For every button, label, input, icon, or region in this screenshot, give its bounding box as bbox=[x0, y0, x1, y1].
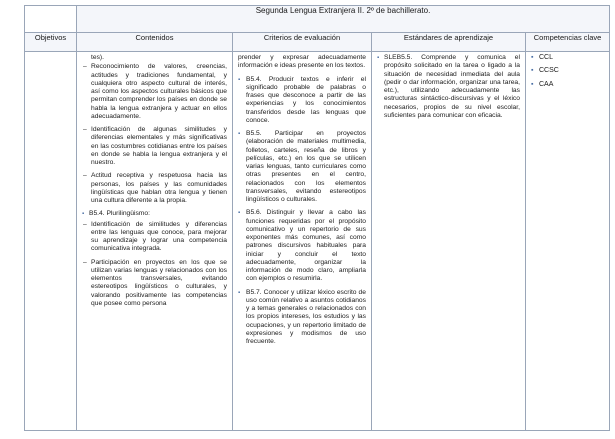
list-item: – Actitud receptiva y respetuosa hacia las personas, los países y las comunidades lingüísticas que hablan otra lengua y tienen una cultura diferente a la propia. bbox=[91, 172, 227, 205]
list-item: – Identificación de algunas similitudes y diferencias elementales y más significativas en las costumbres cotidianas entre los países en donde se habla la lengua extranjera y el nuestro. bbox=[91, 126, 227, 167]
curriculum-table bbox=[24, 5, 610, 431]
competencia-item: ▪ CAA bbox=[531, 81, 604, 89]
list-item: – Identificación de similitudes y diferencias entre las lenguas que conoce, para mejorar su aprendizaje y lograr una competencia comunicativa integrada. bbox=[91, 221, 227, 254]
square-bullet-icon: ▪ bbox=[238, 210, 241, 217]
criterio-item bbox=[238, 209, 366, 283]
criterios-cell bbox=[233, 52, 372, 431]
competencia-item: ▪ CCL bbox=[531, 54, 604, 62]
header-estandares: Estándares de aprendizaje bbox=[372, 33, 526, 52]
competencias-list bbox=[531, 54, 604, 89]
header-competencias: Competencias clave bbox=[526, 33, 610, 52]
criterio-text: B5.6. Distinguir y llevar a cabo las funciones requeridas por el propósito comunicativo y un repertorio de sus exponentes más comunes, así como patrones discursivos habituales para iniciar y concluir el texto adecuadamente, organizar la información de modo claro, ampliarla con ejemplos o resumirla. bbox=[246, 209, 366, 283]
section-label: B5.4. Plurilingüismo: bbox=[89, 210, 150, 218]
estandar-item bbox=[377, 54, 520, 120]
contenidos-list-a bbox=[82, 63, 227, 205]
criterio-text: B5.4. Producir textos e inferir el significado probable de palabras o frases que desconoce a partir de las experiencias y los conocimientos transferidos desde las lenguas que conoce. bbox=[246, 75, 366, 124]
estandares-cell bbox=[372, 52, 526, 431]
table-title: Segunda Lengua Extranjera II. 2º de bachillerato. bbox=[77, 6, 610, 33]
header-contenidos: Contenidos bbox=[77, 33, 233, 52]
square-bullet-icon: ▪ bbox=[377, 55, 380, 61]
criterio-text: B5.5. Participar en proyectos (elaboración de materiales multimedia, folletos, carteles, reseña de libros y películas, etc.) en los que se utilicen varias lenguas, tanto curriculares como otras presentes en el centro, relacionados con los elementos transversales, evitando estereotipos lingüísticos o culturales. bbox=[246, 130, 366, 203]
contenidos-list-b bbox=[82, 221, 227, 309]
contenidos-section bbox=[82, 210, 227, 218]
contenidos-lead: tes). bbox=[91, 54, 105, 61]
contenidos-cell bbox=[77, 52, 233, 431]
title-blank-cell bbox=[25, 6, 77, 33]
list-item: – Reconocimiento de valores, creencias, actitudes y tradiciones fundamental, y cualquiera otro aspecto cultural de interés, así como los aspectos culturales básicos que permitan comprender los países en donde se habla la lengua extranjera y actuar en ellos adecuadamente. bbox=[91, 63, 227, 121]
criterio-text: B5.7. Conocer y utilizar léxico escrito de uso común relativo a asuntos cotidianos y a temas generales o relacionados con los propios intereses, los estudios y las ocupaciones, y un repertorio limitado de expresiones y modismos de uso frecuente. bbox=[246, 288, 366, 345]
list-item: – Participación en proyectos en los que se utilizan varias lenguas y relacionados con los elementos transversales, evitando estereotipos lingüísticos o culturales, y valorando positivamente las competencias que posee como persona bbox=[91, 259, 227, 309]
header-criterios: Criterios de evaluación bbox=[233, 33, 372, 52]
square-bullet-icon: ▪ bbox=[82, 211, 85, 218]
estandar-text: SLEB5.5. Comprende y comunica el propósito solicitado en la tarea o ligado a la situación de necesidad inmediata del aula (pedir o dar información, organizar una tarea, etc.), utilizando adecuadamente las estructuras sintáctico-discursivas y el léxico necesarios, propios de su nivel escolar, suficientes para comunicar con eficacia. bbox=[384, 54, 520, 119]
criterio-item bbox=[238, 130, 366, 204]
competencia-item: ▪ CCSC bbox=[531, 67, 604, 75]
square-bullet-icon: ▪ bbox=[238, 289, 241, 296]
criterio-item bbox=[238, 76, 366, 126]
square-bullet-icon: ▪ bbox=[238, 131, 241, 137]
square-bullet-icon: ▪ bbox=[238, 76, 241, 83]
header-objetivos: Objetivos bbox=[25, 33, 77, 52]
competencias-cell bbox=[526, 52, 610, 431]
objetivos-cell bbox=[25, 52, 77, 431]
criterio-item bbox=[238, 289, 366, 347]
criterios-lead: prender y expresar adecuadamente información e ideas presente en los textos. bbox=[238, 54, 366, 70]
